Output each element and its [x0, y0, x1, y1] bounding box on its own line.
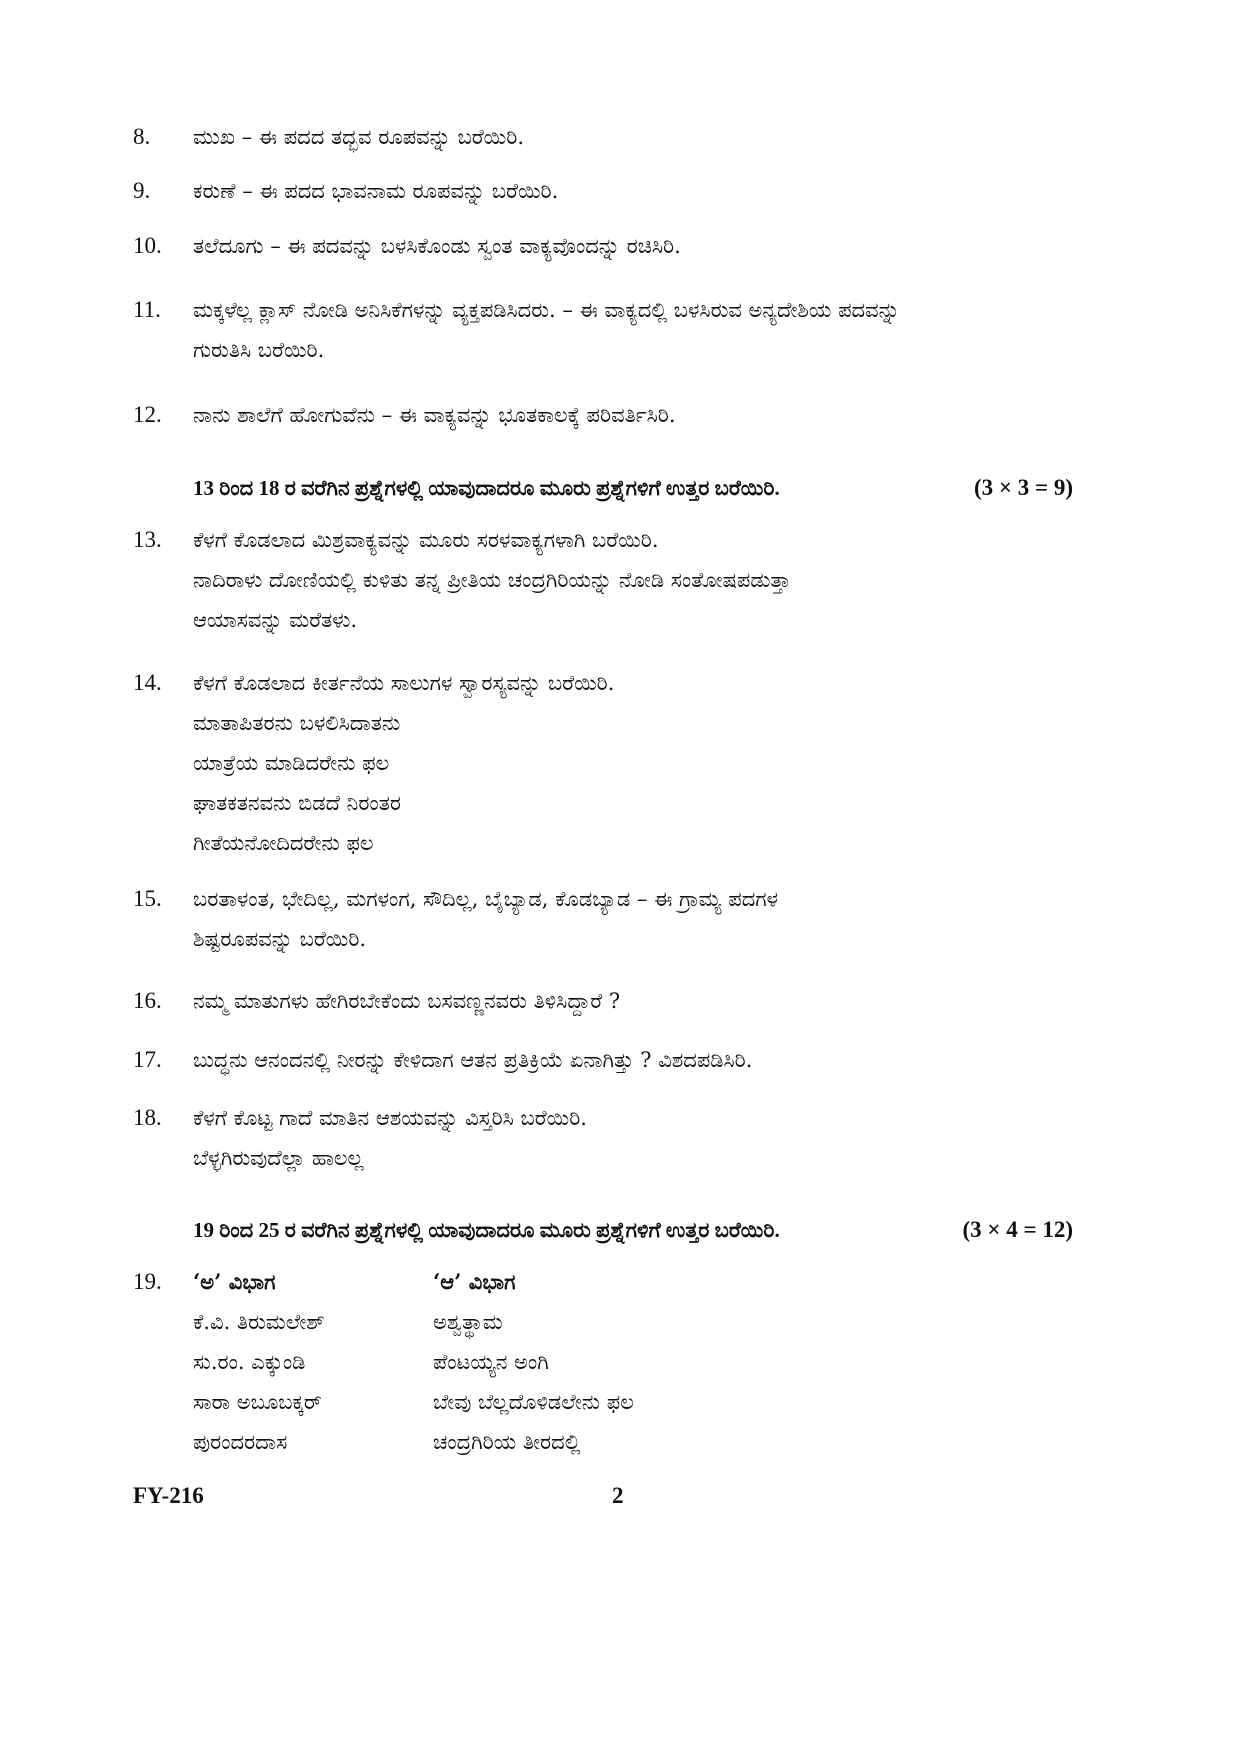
match-row — [193, 1422, 1073, 1462]
section-instruction-text: 13 ರಿಂದ 18 ರ ವರೆಗಿನ ಪ್ರಶ್ನೆಗಳಲ್ಲಿ ಯಾವುದಾದರೂ ಮೂರು ಪ್ರಶ್ನೆಗಳಿಗೆ ಉತ್ತರ ಬರೆಯಿರಿ. — [193, 476, 780, 500]
question-9 — [133, 171, 1073, 211]
question-text: ಬುದ್ಧನು ಆನಂದನಲ್ಲಿ ನೀರನ್ನು ಕೇಳಿದಾಗ ಆತನ ಪ್ರತಿಕ್ರಿಯೆ ಏನಾಗಿತ್ತು ? ವಿಶದಪಡಿಸಿರಿ. — [193, 1048, 753, 1072]
question-number: 10. — [133, 233, 162, 258]
section-marks: (3 × 4 = 12) — [962, 1217, 1073, 1242]
question-number: 9. — [133, 178, 151, 203]
question-15 — [133, 879, 1073, 959]
passage-line: ಆಯಾಸವನ್ನು ಮರೆತಳು. — [193, 608, 358, 632]
page-number: 2 — [612, 1483, 624, 1508]
section-instruction-13-18 — [193, 468, 1073, 508]
question-19 — [133, 1262, 1073, 1462]
column-b-item: ಅಶ್ವತ್ಥಾಮ — [433, 1310, 503, 1334]
question-text: ನಮ್ಮ ಮಾತುಗಳು ಹೇಗಿರಬೇಕೆಂದು ಬಸವಣ್ಣನವರು ತಿಳಿಸಿದ್ದಾರೆ ? — [193, 989, 621, 1013]
question-text-continued: ಶಿಷ್ಟರೂಪವನ್ನು ಬರೆಯಿರಿ. — [193, 927, 367, 951]
question-text: ನಾನು ಶಾಲೆಗೆ ಹೋಗುವೆನು – ಈ ವಾಕ್ಯವನ್ನು ಭೂತಕಾಲಕ್ಕೆ ಪರಿವರ್ತಿಸಿರಿ. — [193, 403, 676, 427]
poem-line: ಮಾತಾಪಿತರನು ಬಳಲಿಸಿದಾತನು — [193, 711, 401, 735]
question-11 — [133, 290, 1073, 370]
question-text: ಮುಖ – ಈ ಪದದ ತದ್ಭವ ರೂಪವನ್ನು ಬರೆಯಿರಿ. — [193, 125, 525, 149]
column-b-item: ಚಂದ್ರಗಿರಿಯ ತೀರದಲ್ಲಿ — [433, 1430, 581, 1454]
question-number: 12. — [133, 402, 162, 427]
question-number: 15. — [133, 886, 162, 911]
match-row — [193, 1302, 1073, 1342]
question-text: ಕೆಳಗೆ ಕೊಡಲಾದ ಮಿಶ್ರವಾಕ್ಯವನ್ನು ಮೂರು ಸರಳವಾಕ್ಯಗಳಾಗಿ ಬರೆಯಿರಿ. — [193, 528, 659, 552]
question-number: 14. — [133, 670, 162, 695]
poem-line: ಘಾತಕತನವನು ಬಿಡದೆ ನಿರಂತರ — [193, 791, 401, 815]
question-16 — [133, 981, 1073, 1021]
question-number: 16. — [133, 988, 162, 1013]
column-a-item: ಸಾರಾ ಅಬೂಬಕ್ಕರ್ — [193, 1390, 322, 1414]
question-13 — [133, 520, 1073, 640]
question-14 — [133, 663, 1073, 863]
question-8 — [133, 117, 1073, 157]
match-row — [193, 1342, 1073, 1382]
column-a-item: ಕೆ.ವಿ. ತಿರುಮಲೇಶ್ — [193, 1310, 325, 1334]
match-row — [193, 1382, 1073, 1422]
question-number: 8. — [133, 124, 151, 149]
paper-code: FY-216 — [133, 1483, 204, 1508]
proverb-line: ಬೆಳ್ಳಗಿರುವುದೆಲ್ಲಾ ಹಾಲಲ್ಲ — [193, 1146, 364, 1170]
match-table-header — [193, 1262, 1073, 1302]
column-a-item: ಸು.ರಂ. ಎಕ್ಕುಂಡಿ — [193, 1350, 306, 1374]
question-number: 11. — [133, 297, 161, 322]
column-b-item: ಪೆಂಟಯ್ಯನ ಅಂಗಿ — [433, 1350, 549, 1374]
question-text: ಮಕ್ಕಳೆಲ್ಲ ಕ್ಲಾಸ್ ನೋಡಿ ಅನಿಸಿಕೆಗಳನ್ನು ವ್ಯಕ್ತಪಡಿಸಿದರು. – ಈ ವಾಕ್ಯದಲ್ಲಿ ಬಳಸಿರುವ ಅನ್ಯದೇಶಿಯ ಪದವನ್ನು — [193, 298, 900, 322]
column-a-heading: ‘ಅ’ ವಿಭಾಗ — [193, 1269, 276, 1294]
question-12 — [133, 395, 1073, 435]
column-b-heading: ‘ಆ’ ವಿಭಾಗ — [433, 1269, 516, 1294]
question-number: 18. — [133, 1105, 162, 1130]
question-text: ಕರುಣೆ – ಈ ಪದದ ಭಾವನಾಮ ರೂಪವನ್ನು ಬರೆಯಿರಿ. — [193, 179, 559, 203]
question-text: ಕೆಳಗೆ ಕೊಡಲಾದ ಕೀರ್ತನೆಯ ಸಾಲುಗಳ ಸ್ವಾರಸ್ಯವನ್ನು ಬರೆಯಿರಿ. — [193, 671, 615, 695]
question-number: 19. — [133, 1269, 162, 1294]
poem-line: ಗೀತೆಯನೋದಿದರೇನು ಫಲ — [193, 831, 374, 855]
question-18 — [133, 1098, 1073, 1178]
section-marks: (3 × 3 = 9) — [973, 475, 1073, 500]
column-b-item: ಬೇವು ಬೆಲ್ಲದೊಳಿಡಲೇನು ಫಲ — [433, 1390, 634, 1414]
question-text: ಬರತಾಳಂತ, ಭೇದಿಲ್ಲ, ಮಗಳಂಗ, ಸೌದಿಲ್ಲ, ಬೈಬ್ಯಾಡ, ಕೊಡಬ್ಯಾಡ – ಈ ಗ್ರಾಮ್ಯ ಪದಗಳ — [193, 887, 779, 911]
section-instruction-19-25 — [193, 1210, 1073, 1250]
question-17 — [133, 1040, 1073, 1080]
question-number: 13. — [133, 527, 162, 552]
question-10 — [133, 226, 1073, 266]
section-instruction-text: 19 ರಿಂದ 25 ರ ವರೆಗಿನ ಪ್ರಶ್ನೆಗಳಲ್ಲಿ ಯಾವುದಾದರೂ ಮೂರು ಪ್ರಶ್ನೆಗಳಿಗೆ ಉತ್ತರ ಬರೆಯಿರಿ. — [193, 1218, 780, 1242]
question-number: 17. — [133, 1047, 162, 1072]
poem-line: ಯಾತ್ರೆಯ ಮಾಡಿದರೇನು ಫಲ — [193, 751, 390, 775]
passage-line: ನಾದಿರಾಳು ದೋಣಿಯಲ್ಲಿ ಕುಳಿತು ತನ್ನ ಪ್ರೀತಿಯ ಚಂದ್ರಗಿರಿಯನ್ನು ನೋಡಿ ಸಂತೋಷಪಡುತ್ತಾ — [193, 568, 791, 592]
question-text-continued: ಗುರುತಿಸಿ ಬರೆಯಿರಿ. — [193, 338, 325, 362]
question-text: ಕೆಳಗೆ ಕೊಟ್ಟ ಗಾದೆ ಮಾತಿನ ಆಶಯವನ್ನು ವಿಸ್ತರಿಸಿ ಬರೆಯಿರಿ. — [193, 1106, 587, 1130]
match-table — [193, 1262, 1073, 1462]
column-a-item: ಪುರಂದರದಾಸ — [193, 1430, 288, 1454]
question-text: ತಲೆದೂಗು – ಈ ಪದವನ್ನು ಬಳಸಿಕೊಂಡು ಸ್ವಂತ ವಾಕ್ಯವೊಂದನ್ನು ರಚಿಸಿರಿ. — [193, 234, 681, 258]
